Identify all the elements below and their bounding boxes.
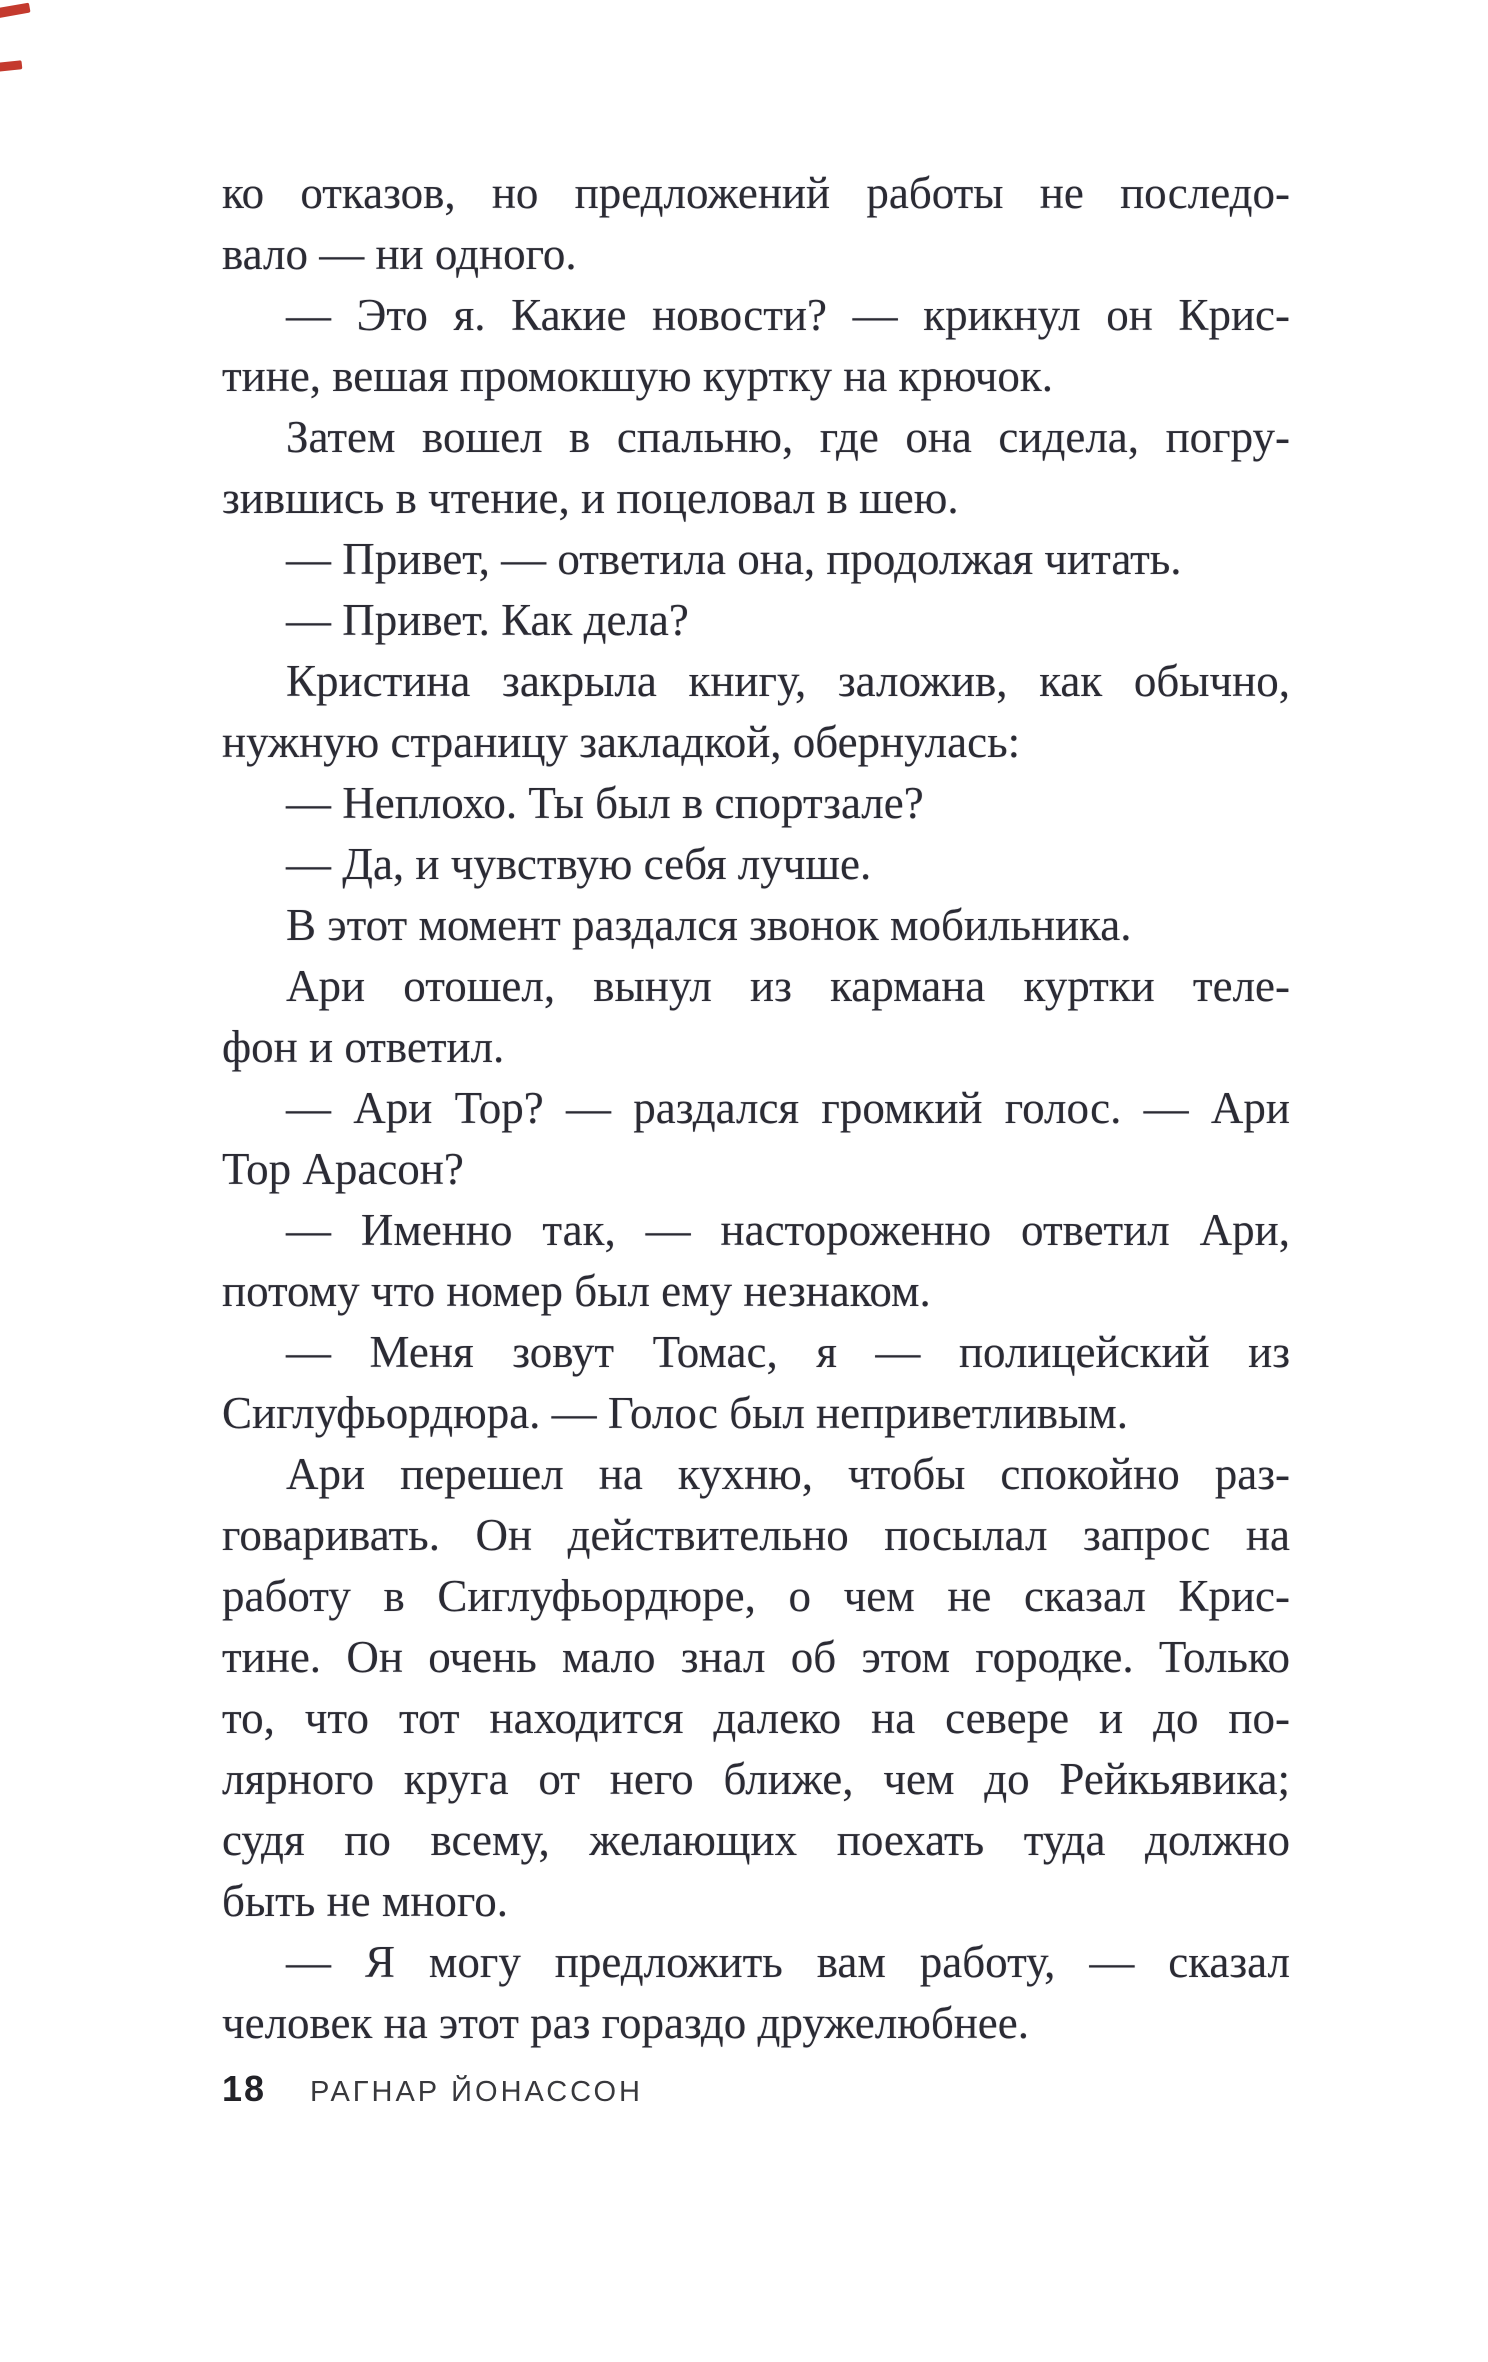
text-line: — Привет, — ответила она, продолжая читать. bbox=[286, 534, 1182, 584]
text-line: работу в Сиглуфьордюре, о чем не сказал Крис- bbox=[222, 1571, 1290, 1621]
text-line: — Да, и чувствую себя лучше. bbox=[286, 839, 872, 889]
text-line: судя по всему, желающих поехать туда должно bbox=[222, 1815, 1290, 1865]
text-line: быть не много. bbox=[222, 1876, 509, 1926]
text-line: тине, вешая промокшую куртку на крючок. bbox=[222, 351, 1054, 401]
red-pen-mark bbox=[0, 3, 31, 20]
text-line: нужную страницу закладкой, обернулась: bbox=[222, 717, 1021, 767]
text-line: — Это я. Какие новости? — крикнул он Крис- bbox=[286, 290, 1290, 340]
text-line: Ари отошел, вынул из кармана куртки теле- bbox=[286, 961, 1290, 1011]
text-line: лярного круга от него ближе, чем до Рейкьявика; bbox=[222, 1754, 1290, 1804]
text-line: В этот момент раздался звонок мобильника. bbox=[286, 900, 1132, 950]
text-line: говаривать. Он действительно посылал запрос на bbox=[222, 1510, 1290, 1560]
text-line: зившись в чтение, и поцеловал в шею. bbox=[222, 473, 959, 523]
text-line: Тор Арасон? bbox=[222, 1144, 464, 1194]
text-line: — Именно так, — настороженно ответил Ари, bbox=[286, 1205, 1290, 1255]
text-line: Ари перешел на кухню, чтобы спокойно раз- bbox=[286, 1449, 1290, 1499]
text-line: Кристина закрыла книгу, заложив, как обычно, bbox=[286, 656, 1290, 706]
page-number: 18 bbox=[222, 2068, 267, 2109]
text-line: фон и ответил. bbox=[222, 1022, 505, 1072]
text-line: Затем вошел в спальню, где она сидела, погру- bbox=[286, 412, 1290, 462]
page-footer bbox=[222, 2068, 643, 2110]
red-pen-mark bbox=[0, 60, 22, 73]
running-header-author: РАГНАР ЙОНАССОН bbox=[310, 2076, 643, 2108]
text-line: — Привет. Как дела? bbox=[286, 595, 689, 645]
text-line: потому что номер был ему незнаком. bbox=[222, 1266, 931, 1316]
text-line: — Я могу предложить вам работу, — сказал bbox=[286, 1937, 1290, 1987]
text-line: тине. Он очень мало знал об этом городке. Только bbox=[222, 1632, 1290, 1682]
text-line: — Неплохо. Ты был в спортзале? bbox=[286, 778, 924, 828]
text-line: ко отказов, но предложений работы не последо- bbox=[222, 168, 1290, 218]
text-line: вало — ни одного. bbox=[222, 229, 577, 279]
text-line: Сиглуфьордюра. — Голос был неприветливым. bbox=[222, 1388, 1128, 1438]
body-text bbox=[222, 163, 1290, 2054]
text-line: — Ари Тор? — раздался громкий голос. — Ари bbox=[286, 1083, 1290, 1133]
text-line: человек на этот раз гораздо дружелюбнее. bbox=[222, 1998, 1029, 2048]
text-line: то, что тот находится далеко на севере и до по- bbox=[222, 1693, 1290, 1743]
text-line: — Меня зовут Томас, я — полицейский из bbox=[286, 1327, 1290, 1377]
